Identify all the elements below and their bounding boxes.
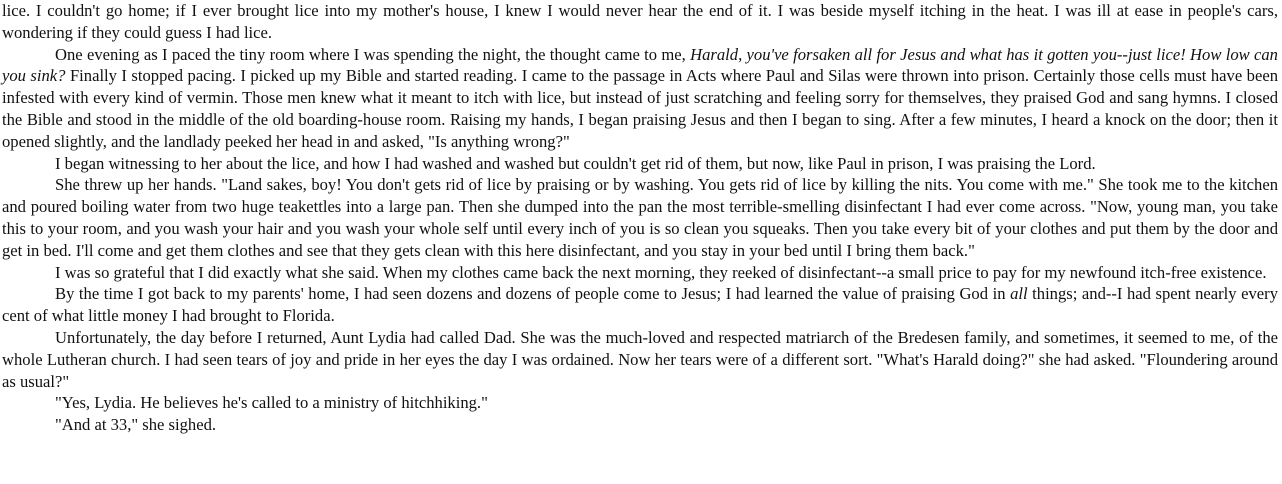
book-page [2, 0, 1278, 436]
paragraph-4 [2, 174, 1278, 261]
paragraph-8-text: "Yes, Lydia. He believes he's called to a ministry of hitchhiking." [55, 393, 488, 413]
paragraph-3-text: I began witnessing to her about the lice, and how I had washed and washed but couldn't get rid of them, but now, like Paul in prison, I was praising the Lord. [55, 153, 1096, 173]
paragraph-3 [2, 153, 1278, 175]
paragraph-6-text-a: By the time I got back to my parents' home, I had seen dozens and dozens of people come to Jesus; I had learned the value of praising God in [55, 284, 1011, 304]
paragraph-6-italic-word: all [1010, 284, 1028, 304]
paragraph-2 [2, 44, 1278, 153]
paragraph-7-text: Unfortunately, the day before I returned, Aunt Lydia had called Dad. She was the much-loved and respected matriarch of the Bredesen family, and sometimes, it seemed to me, of the whole Lutheran church. I had seen tears of joy and pride in her eyes the day I was ordained. Now her tears were of a different sort. "What's Harald doing?" she had asked. "Floundering around as usual?" [2, 327, 1278, 391]
paragraph-2-italic-thought: Harald, you've forsaken all for Jesus and what has it gotten you--just lice! How low can you sink? [2, 44, 1278, 86]
paragraph-7 [2, 327, 1278, 392]
paragraph-6-text-b: things; and--I had spent nearly every cent of what little money I had brought to Florida. [2, 284, 1278, 326]
paragraph-2-text-a: One evening as I paced the tiny room where I was spending the night, the thought came to me, [55, 44, 691, 64]
paragraph-1-text: lice. I couldn't go home; if I ever brought lice into my mother's house, I knew I would never hear the end of it. I was beside myself itching in the heat. I was ill at ease in people's cars, wondering if they could guess I had lice. [2, 1, 1278, 42]
paragraph-9 [2, 414, 1278, 436]
paragraph-5-text: I was so grateful that I did exactly what she said. When my clothes came back the next morning, they reeked of disinfectant--a small price to pay for my newfound itch-free existence. [55, 262, 1267, 282]
paragraph-2-text-b: Finally I stopped pacing. I picked up my Bible and started reading. I came to the passage in Acts where Paul and Silas were thrown into prison. Certainly those cells must have been infested with every kind of vermin. Those men knew what it meant to itch with lice, but instead of just scratching and feeling sorry for themselves, they praised God and sang hymns. I closed the Bible and stood in the middle of the old boarding-house room. Raising my hands, I began praising Jesus and then I began to sing. After a few minutes, I heard a knock on the door; then it opened slightly, and the landlady peeked her head in and asked, "Is anything wrong?" [2, 66, 1278, 151]
paragraph-1 [2, 0, 1278, 44]
paragraph-6 [2, 283, 1278, 327]
paragraph-5 [2, 262, 1278, 284]
paragraph-4-text: She threw up her hands. "Land sakes, boy! You don't gets rid of lice by praising or by washing. You gets rid of lice by killing the nits. You come with me." She took me to the kitchen and poured boiling water from two huge teakettles into a large pan. Then she dumped into the pan the most terrible-smelling disinfectant I had ever come across. "Now, young man, you take this to your room, and you wash your hair and you wash your whole self until every inch of you is so clean you squeaks. Then you take every bit of your clothes and put them by the door and get in bed. I'll come and get them clothes and see that they gets clean with this here disinfectant, and you stay in your bed until I bring them back." [2, 175, 1278, 260]
paragraph-8 [2, 392, 1278, 414]
paragraph-9-text: "And at 33," she sighed. [55, 415, 217, 435]
